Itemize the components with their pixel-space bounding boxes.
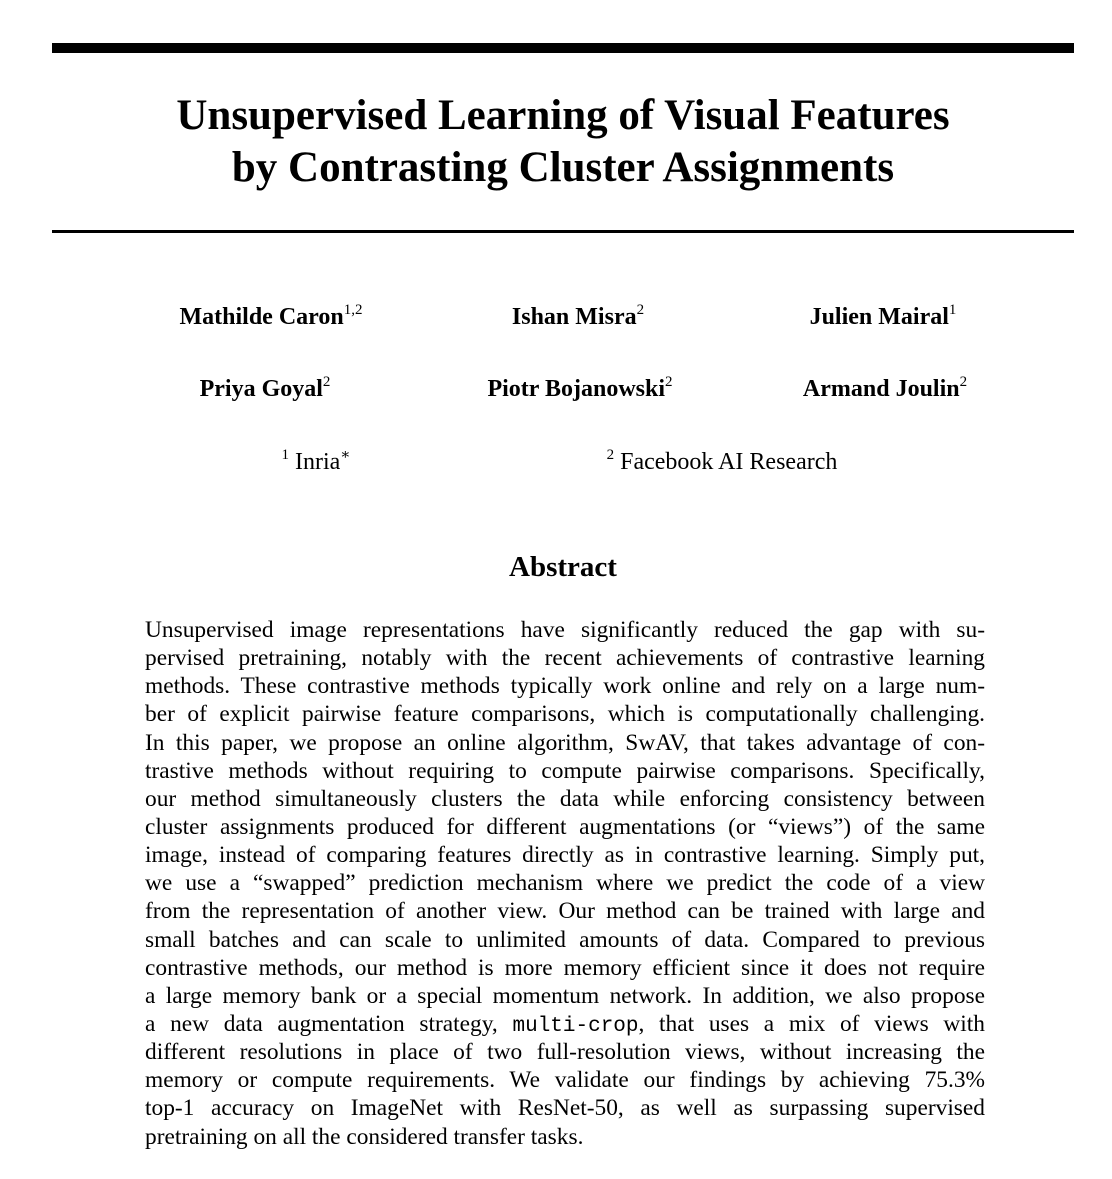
affiliation-name: Inria bbox=[294, 449, 341, 475]
affiliation-mark: 2 bbox=[606, 447, 615, 463]
abstract-line: ber of explicit pairwise feature comparisons, which is computationally challenging. bbox=[145, 701, 985, 728]
abstract-text: , that uses a mix of views with bbox=[638, 1010, 985, 1037]
author-name: Piotr Bojanowski bbox=[487, 376, 666, 402]
abstract-line: different resolutions in place of two full-resolution views, without increasing the bbox=[145, 1039, 985, 1066]
affiliation-facebook bbox=[607, 448, 838, 476]
affiliation-name: Facebook AI Research bbox=[620, 449, 838, 475]
author-priya-goyal bbox=[200, 375, 331, 403]
paper-title bbox=[52, 90, 1074, 194]
abstract-line: our method simultaneously clusters the data while enforcing consistency between bbox=[145, 785, 985, 812]
title-line-2: by Contrasting Cluster Assignments bbox=[231, 144, 895, 191]
author-name: Armand Joulin bbox=[802, 376, 960, 402]
abstract-line: trastive methods without requiring to compute pairwise comparisons. Specifically, bbox=[145, 757, 985, 784]
title-bottom-rule bbox=[52, 230, 1074, 233]
author-mathilde-caron bbox=[180, 303, 363, 331]
author-julien-mairal bbox=[810, 303, 957, 331]
author-affiliation-mark: 2 bbox=[322, 374, 331, 390]
author-affiliation-mark: 2 bbox=[665, 374, 673, 390]
footnote-mark: ∗ bbox=[340, 447, 351, 463]
abstract-line: pervised pretraining, notably with the recent achievements of contrastive learning bbox=[145, 645, 985, 672]
abstract-line: In this paper, we propose an online algorithm, SwAV, that takes advantage of con- bbox=[145, 729, 985, 756]
affiliation-mark: 1 bbox=[281, 447, 289, 463]
author-name: Julien Mairal bbox=[809, 304, 949, 330]
abstract-line: image, instead of comparing features directly as in contrastive learning. Simply put, bbox=[145, 842, 985, 869]
abstract-line: small batches and can scale to unlimited amounts of data. Compared to previous bbox=[145, 926, 985, 953]
author-piotr-bojanowski bbox=[487, 375, 672, 403]
affiliation-inria bbox=[281, 448, 350, 476]
author-affiliation-mark: 2 bbox=[636, 302, 645, 318]
abstract-text: a new data augmentation strategy, bbox=[145, 1010, 498, 1037]
author-affiliation-mark: 1 bbox=[948, 302, 957, 318]
author-name: Mathilde Caron bbox=[179, 304, 344, 330]
abstract-line: top-1 accuracy on ImageNet with ResNet-50, as well as surpassing supervised bbox=[145, 1095, 985, 1122]
multi-crop-code: multi-crop bbox=[512, 1014, 639, 1038]
abstract-heading: Abstract bbox=[509, 551, 617, 583]
abstract-line: we use a “swapped” prediction mechanism where we predict the code of a view bbox=[145, 870, 985, 897]
abstract-line: memory or compute requirements. We validate our findings by achieving 75.3% bbox=[145, 1067, 985, 1094]
title-line-1: Unsupervised Learning of Visual Features bbox=[176, 92, 950, 139]
abstract-line: contrastive methods, our method is more memory efficient since it does not require bbox=[145, 954, 985, 981]
author-name: Priya Goyal bbox=[199, 376, 323, 402]
abstract-line: cluster assignments produced for different augmentations (or “views”) of the same bbox=[145, 813, 985, 840]
author-ishan-misra bbox=[512, 303, 644, 331]
author-armand-joulin bbox=[803, 375, 967, 403]
abstract-line-multicrop bbox=[145, 1010, 985, 1038]
abstract-body bbox=[145, 616, 985, 1151]
author-affiliation-mark: 1,2 bbox=[343, 302, 363, 318]
top-rule bbox=[52, 43, 1074, 53]
abstract-line: a large memory bank or a special momentum network. In addition, we also propose bbox=[145, 982, 985, 1009]
author-name: Ishan Misra bbox=[511, 304, 637, 330]
abstract-line: pretraining on all the considered transfer tasks. bbox=[145, 1123, 584, 1150]
abstract-line: Unsupervised image representations have significantly reduced the gap with su- bbox=[145, 617, 985, 643]
abstract-line: from the representation of another view. Our method can be trained with large and bbox=[145, 898, 985, 925]
author-affiliation-mark: 2 bbox=[959, 374, 968, 390]
abstract-line: methods. These contrastive methods typically work online and rely on a large num- bbox=[145, 673, 985, 700]
